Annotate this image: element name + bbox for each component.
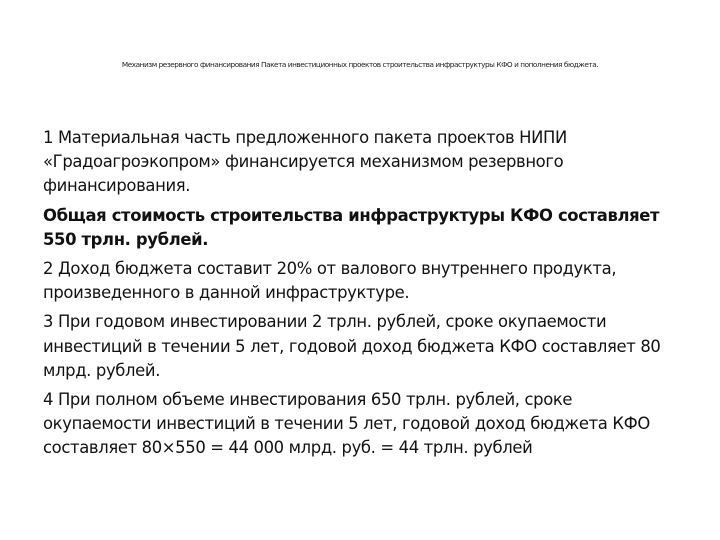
- paragraph-full-investment: 4 При полном объеме инвестирования 650 трлн. рублей, сроке окупаемости инвестиций в течении 5 лет, годовой доход бюджета КФО составляет 80×550 = 44 000 млрд. руб. = 44 трлн. рублей: [43, 390, 650, 458]
- slide-body: [43, 126, 683, 466]
- paragraph-material-part: 1 Материальная часть предложенного пакета проектов НИПИ «Градоагроэкопром» финансируется механизмом резервного финансирования.: [43, 128, 567, 196]
- paragraph-budget-income: 2 Доход бюджета составит 20% от валового внутреннего продукта, произведенного в данной инфраструктуре.: [43, 259, 617, 303]
- paragraph-annual-investment: 3 При годовом инвестировании 2 трлн. рублей, сроке окупаемости инвестиций в течении 5 лет, годовой доход бюджета КФО составляет 80 млрд. рублей.: [43, 312, 661, 380]
- paragraph-total-cost: Общая стоимость строительства инфраструктуры КФО составляет 550 трлн. рублей.: [43, 205, 660, 249]
- slide-title: Механизм резервного финансирования Пакета инвестиционных проектов строительства инфраструктуры КФО и пополнения бюджета.: [121, 60, 599, 69]
